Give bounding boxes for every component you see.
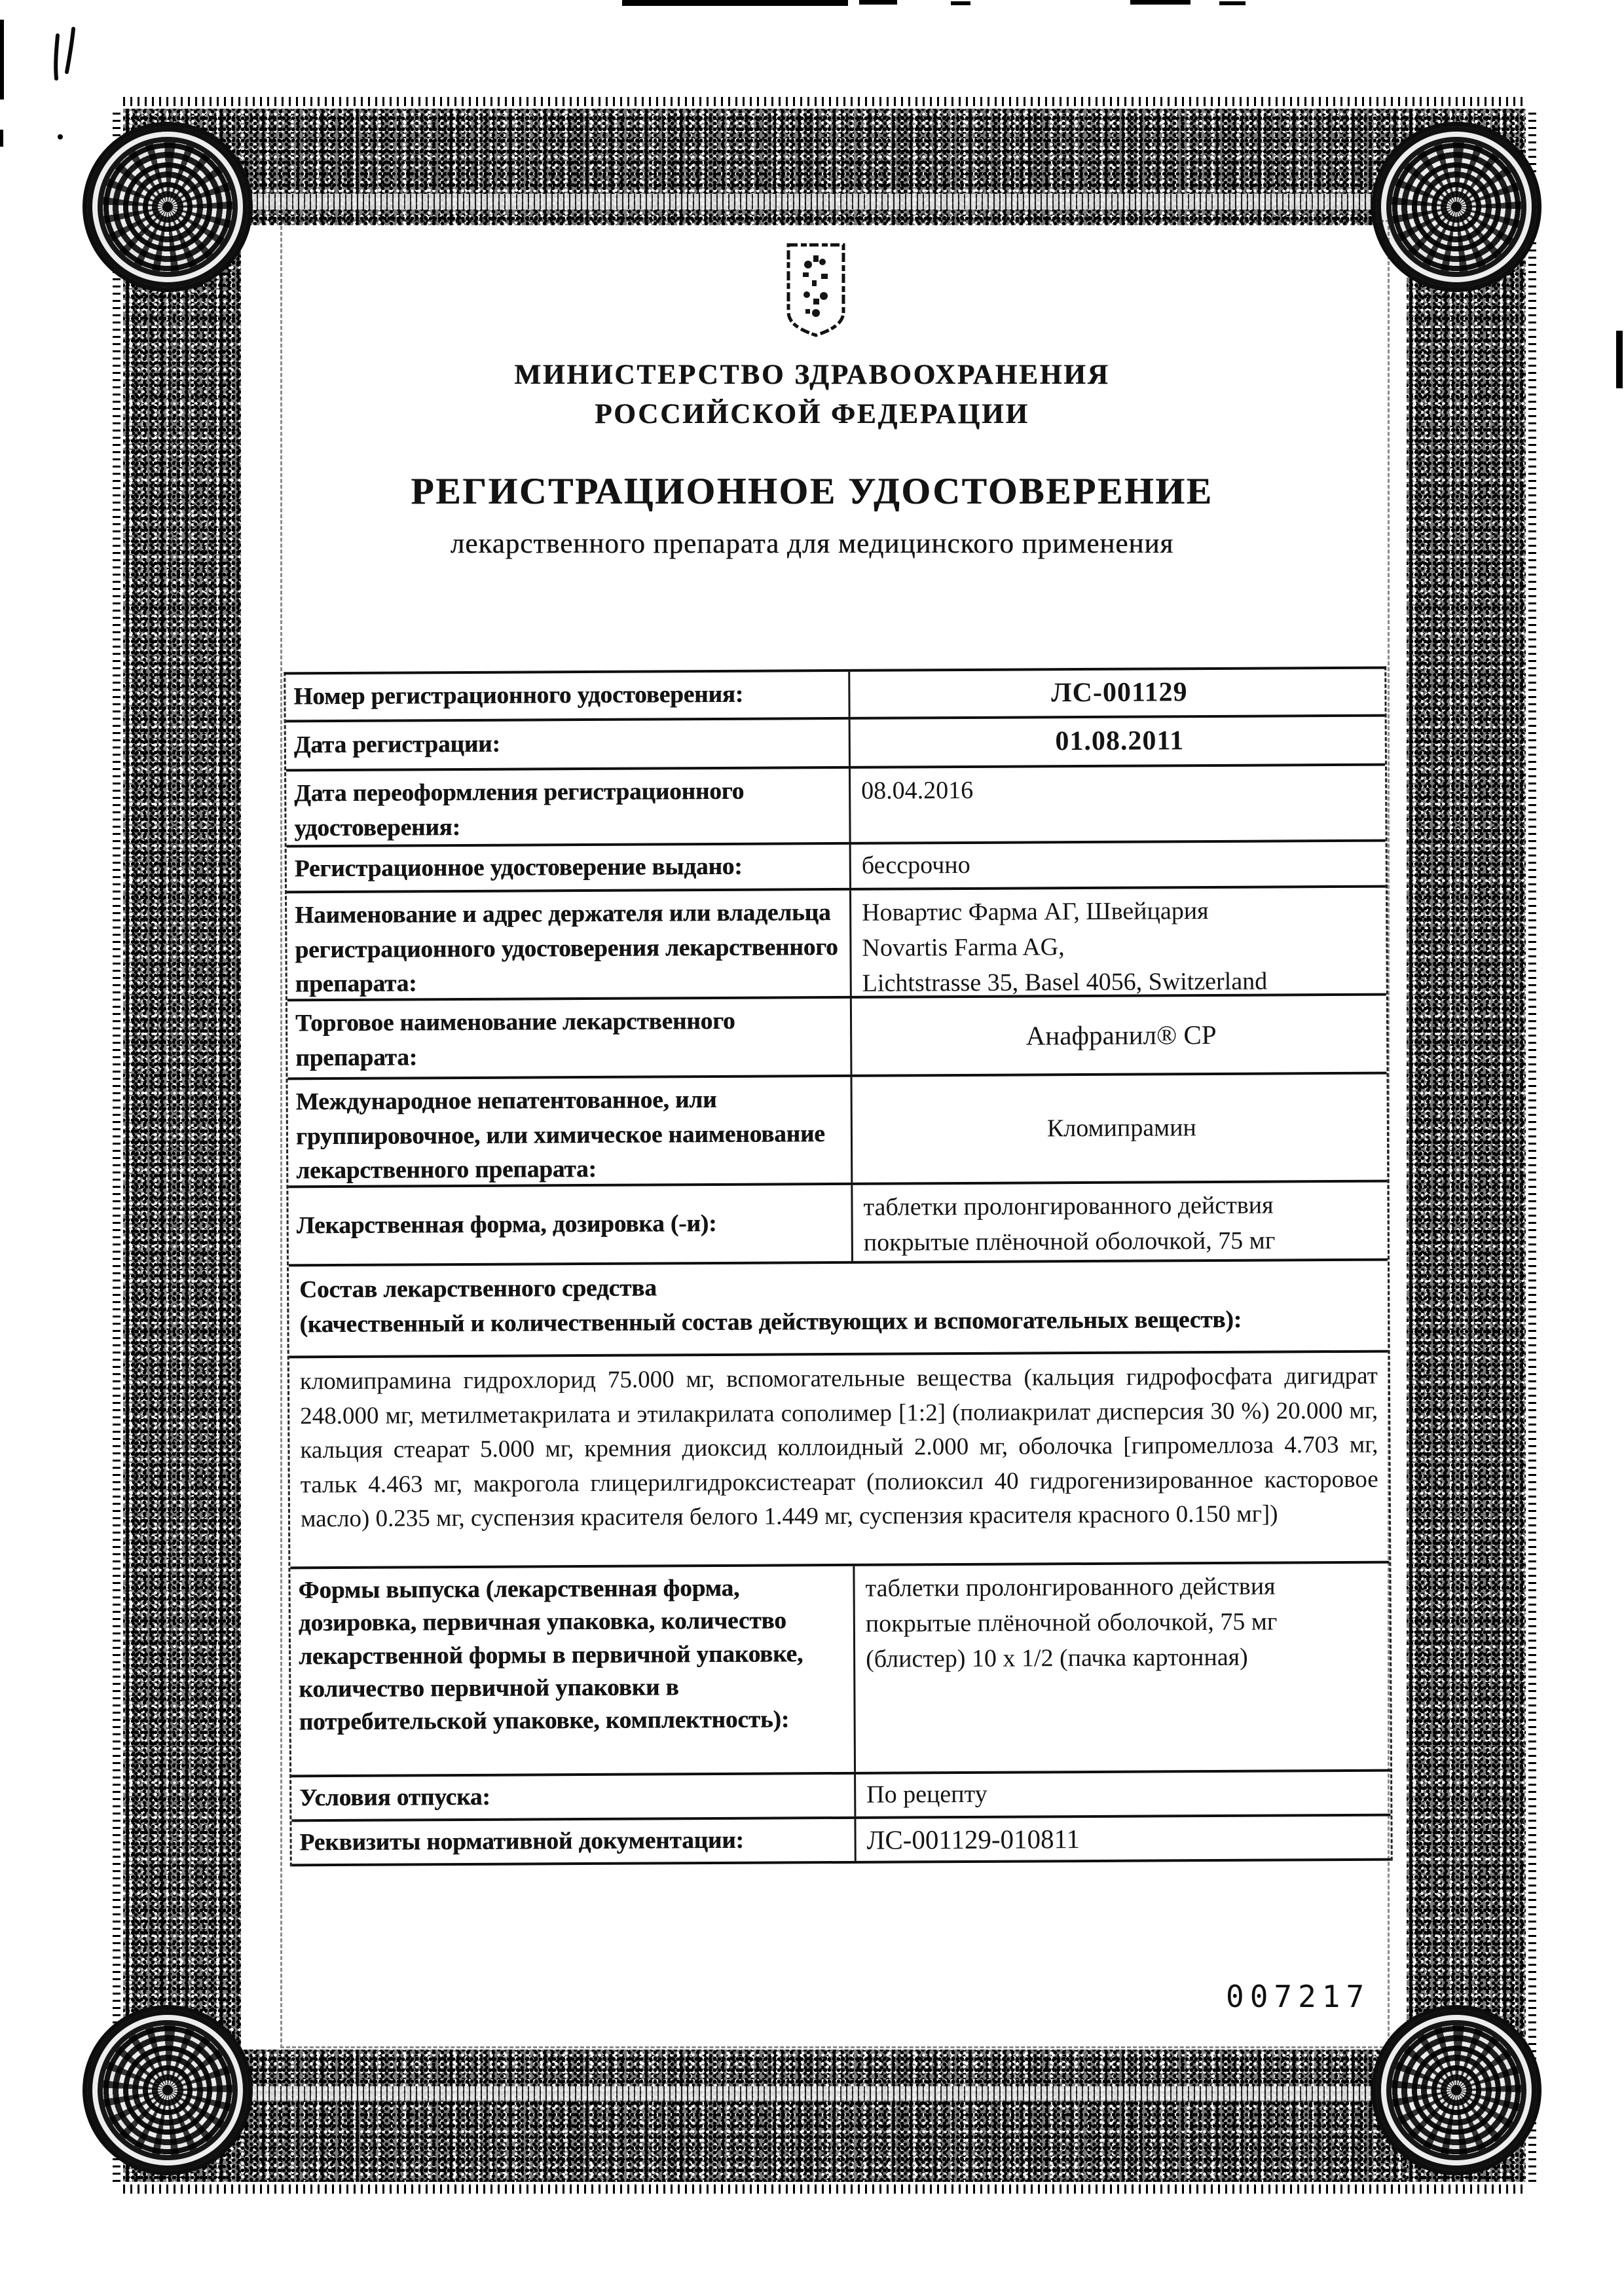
row-value: Анафранил® СР xyxy=(1025,1019,1217,1051)
table-row-number xyxy=(286,669,1384,723)
border-hatch-strip-bottom xyxy=(139,2086,1485,2101)
row-label: Формы выпуска (лекарственная форма, дозировка, первичная упаковка, количество лекарственной формы в первичной упаковке, количество первичной упаковки в потребительской упаковке, комплектность): xyxy=(290,1566,856,1775)
row-value: таблетки пролонгированного действия покрытые плёночной оболочкой, 75 мг (блистер) 10 х 1/2 (пачка картонная) xyxy=(865,1572,1278,1673)
row-value: ЛС-001129-010811 xyxy=(866,1823,1080,1855)
row-label: Регистрационное удостоверение выдано: xyxy=(287,845,851,891)
table-row-reg-date xyxy=(286,717,1385,772)
ministry-name-line2: РОССИЙСКОЙ ФЕДЕРАЦИИ xyxy=(595,399,1029,430)
document-subtitle: лекарственного препарата для медицинского применения xyxy=(450,528,1174,559)
scan-artifact-right-bar xyxy=(1616,331,1623,388)
table-row-dosage-form xyxy=(288,1183,1388,1267)
form-serial-number: 007217 xyxy=(1226,1979,1371,2014)
composition-heading-line1: Состав лекарственного средства xyxy=(299,1274,657,1304)
corner-rosette-bottom-right-icon xyxy=(1371,2005,1541,2175)
scan-artifact-dot xyxy=(58,134,63,139)
row-value: 08.04.2016 xyxy=(861,776,974,805)
border-fringe-right xyxy=(1528,109,1536,2182)
coat-of-arms-icon xyxy=(783,241,849,339)
border-fringe-top xyxy=(123,97,1526,106)
row-label: Торговое наименование лекарственного препарата: xyxy=(287,999,853,1078)
table-row-inn xyxy=(287,1075,1387,1188)
table-row-holder xyxy=(287,888,1386,1002)
ornate-border-bottom xyxy=(123,2050,1526,2182)
scan-artifact-top-dash xyxy=(859,0,897,5)
table-row-reissue-date xyxy=(286,766,1386,848)
table-row-composition-heading xyxy=(289,1261,1388,1359)
border-fringe-left xyxy=(113,109,120,2182)
table-row-dispensing xyxy=(291,1772,1390,1822)
row-label: Дата регистрации: xyxy=(286,720,851,769)
composition-body: кломипрамина гидрохлорид 75.000 мг, вспомогательные вещества (кальция гидрофосфата дигидрат 248.000 мг, метилметакрилата и этилакрилата сополимер [1:2] (полиакрилат дисперсия 30 %) 20.000 мг, кальция стеарат 5.000 мг, кремния диоксид коллоидный 2.000 мг, оболочка [гипромеллоза 4.703 мг, тальк 4.463 мг, макрогола глицерилгидроксистеарат (полиоксил 40 гидрогенизированное касторовое масло) 0.235 мг, суспензия красителя белого 1.449 мг, суспензия красителя красного 0.150 мг]) xyxy=(299,1362,1378,1533)
row-value: Новартис Фарма АГ, Швейцария Novartis Farma AG, Lichtstrasse 35, Basel 4056, Switzerland xyxy=(862,897,1268,997)
row-label: Номер регистрационного удостоверения: xyxy=(286,672,850,720)
ornate-border-left xyxy=(123,109,241,2182)
row-value: таблетки пролонгированного действия покрытые плёночной оболочкой, 75 мг xyxy=(863,1191,1276,1257)
row-label: Наименование и адрес держателя или владельца регистрационного удостоверения лекарственного препарата: xyxy=(287,891,852,999)
row-label: Условия отпуска: xyxy=(291,1775,856,1820)
row-label: Реквизиты нормативной документации: xyxy=(291,1819,856,1864)
ornate-border-right xyxy=(1407,109,1526,2182)
table-row-normative-docs xyxy=(291,1816,1390,1867)
table-row-release-forms xyxy=(290,1564,1390,1778)
registration-table xyxy=(284,667,1393,1867)
border-fringe-bottom xyxy=(123,2184,1526,2194)
row-label: Дата переоформления регистрационного удостоверения: xyxy=(286,769,851,845)
table-row-validity xyxy=(287,842,1386,894)
composition-heading-line2: (качественный и количественный состав действующих и вспомогательных веществ): xyxy=(299,1306,1242,1338)
row-value: Кломипрамин xyxy=(1046,1113,1196,1142)
scan-artifact-left-dash xyxy=(0,130,3,147)
row-value: 01.08.2011 xyxy=(1055,725,1185,756)
corner-rosette-top-right-icon xyxy=(1371,122,1541,292)
corner-rosette-top-left-icon xyxy=(83,122,253,292)
table-row-composition-body xyxy=(289,1353,1390,1570)
scan-artifact-top-dash xyxy=(951,1,970,5)
row-label: Международное непатентованное, или группировочное, или химическое наименование лекарственного препарата: xyxy=(287,1077,853,1186)
scan-artifact-left-bar xyxy=(0,20,4,100)
scan-artifact-top-dash xyxy=(1219,1,1246,5)
scan-artifact-top-dash xyxy=(1130,0,1190,5)
row-value: ЛС-001129 xyxy=(1051,676,1188,708)
border-hatch-strip-top xyxy=(139,194,1485,210)
scan-artifact-top-bar xyxy=(622,0,848,6)
corner-rosette-bottom-left-icon xyxy=(83,2005,253,2175)
handwritten-page-mark xyxy=(47,24,93,89)
document-title: РЕГИСТРАЦИОННОЕ УДОСТОВЕРЕНИЕ xyxy=(411,471,1213,512)
row-label: Лекарственная форма, дозировка (-и): xyxy=(288,1185,853,1264)
ministry-name-line1: МИНИСТЕРСТВО ЗДРАВООХРАНЕНИЯ xyxy=(514,359,1110,390)
row-value: По рецепту xyxy=(866,1780,987,1809)
composition-heading xyxy=(289,1261,1388,1356)
table-row-trade-name xyxy=(287,996,1387,1080)
row-value: бессрочно xyxy=(861,851,970,879)
